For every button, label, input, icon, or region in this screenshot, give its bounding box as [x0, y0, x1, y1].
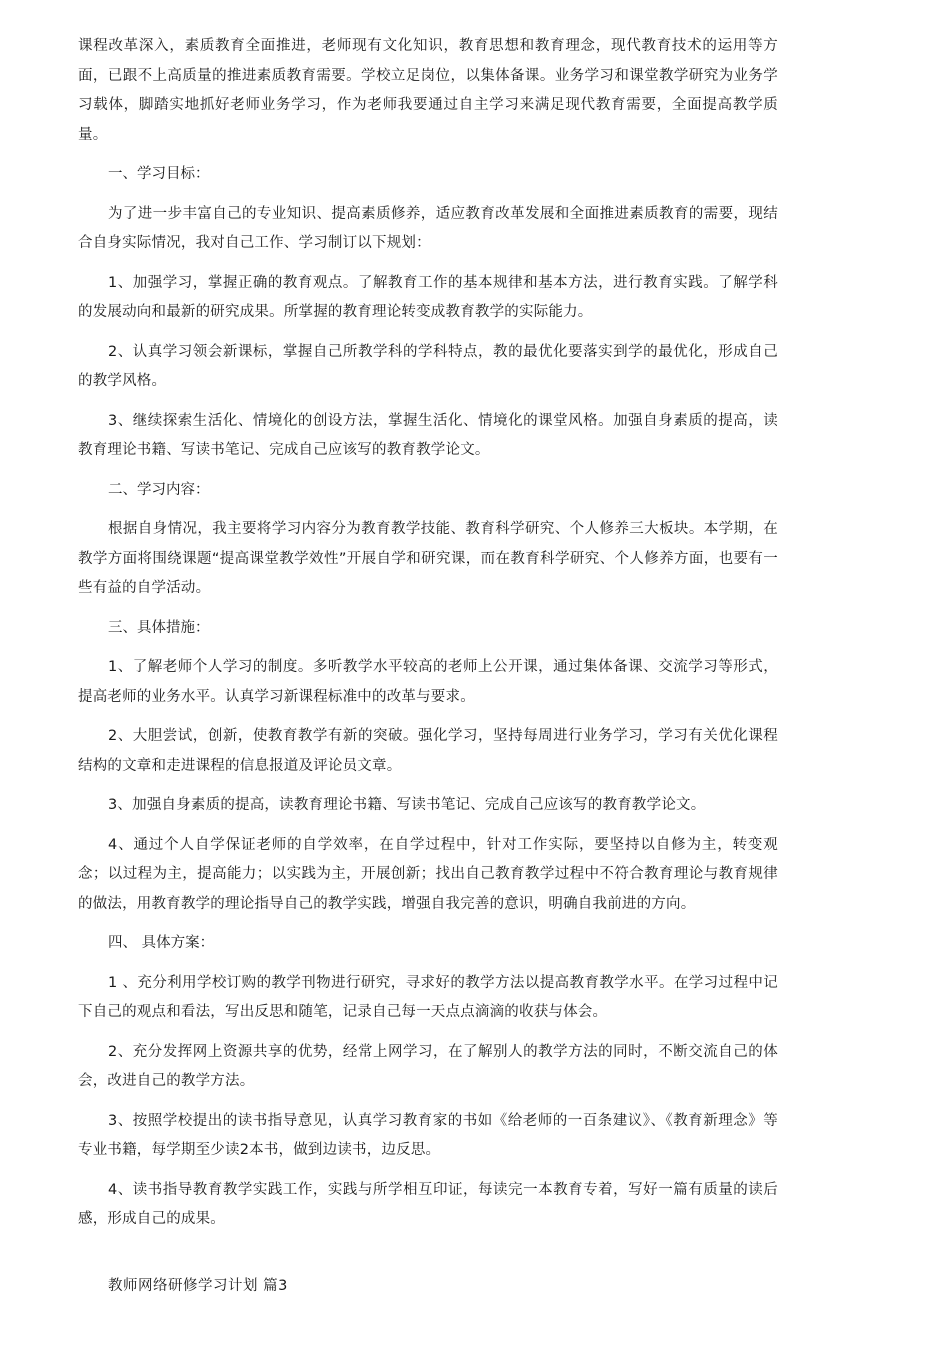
paragraph-goals-intro: 为了进一步丰富自己的专业知识、提高素质修养，适应教育改革发展和全面推进素质教育的需要，现结合自身实际情况，我对自己工作、学习制订以下规划： — [78, 205, 778, 251]
paragraph-measure-3: 3、加强自身素质的提高，读教育理论书籍、写读书笔记、完成自己应该写的教育教学论文。 — [108, 797, 706, 813]
paragraph-plan-3: 3、按照学校提出的读书指导意见，认真学习教育家的书如《给老师的一百条建议》、《教育新理念》等专业书籍，每学期至少读2本书，做到边读书，边反思。 — [78, 1112, 778, 1158]
heading-learning-goals: 一、学习目标： — [108, 166, 210, 182]
paragraph-goal-3: 3、继续探索生活化、情境化的创设方法，掌握生活化、情境化的课堂风格。加强自身素质的提高，读教育理论书籍、写读书笔记、完成自己应该写的教育教学论文。 — [78, 412, 778, 458]
paragraph-goal-2: 2、认真学习领会新课标，掌握自己所教学科的学科特点，教的最优化要落实到学的最优化，形成自己的教学风格。 — [78, 343, 778, 389]
section-title: 教师网络研修学习计划 篇3 — [108, 1278, 288, 1294]
paragraph-plan-4: 4、读书指导教育教学实践工作，实践与所学相互印证，每读完一本教育专着，写好一篇有质量的读后感，形成自己的成果。 — [78, 1181, 778, 1227]
heading-plan: 四、 具体方案： — [108, 935, 215, 951]
heading-learning-content: 二、学习内容： — [108, 481, 210, 498]
paragraph-plan-1: 1 、充分利用学校订购的教学刊物进行研究，寻求好的教学方法以提高教育教学水平。在学习过程中记下自己的观点和看法，写出反思和随笔，记录自己每一天点点滴滴的收获与体会。 — [78, 974, 778, 1020]
paragraph-measure-1: 1、了解老师个人学习的制度。多听教学水平较高的老师上公开课，通过集体备课、交流学习等形式，提高老师的业务水平。认真学习新课程标准中的改革与要求。 — [78, 659, 778, 705]
paragraph-goal-1: 1、加强学习，掌握正确的教育观点。了解教育工作的基本规律和基本方法，进行教育实践。了解学科的发展动向和最新的研究成果。所掌握的教育理论转变成教育教学的实际能力。 — [78, 274, 778, 320]
document-body — [78, 32, 778, 1245]
paragraph-measure-4: 4、通过个人自学保证老师的自学效率，在自学过程中，针对工作实际，要坚持以自修为主，转变观念；以过程为主，提高能力；以实践为主，开展创新；找出自己教育教学过程中不符合教育理论与教育规律的做法，用教育教学的理论指导自己的教学实践，增强自我完善的意识，明确自我前进的方向。 — [78, 836, 778, 912]
paragraph-content: 根据自身情况，我主要将学习内容分为教育教学技能、教育科学研究、个人修养三大板块。本学期，在教学方面将围绕课题“提高课堂教学效性”开展自学和研究课，而在教育科学研究、个人修养方面，也要有一些有益的自学活动。 — [78, 521, 778, 596]
paragraph-measure-2: 2、大胆尝试，创新，使教育教学有新的突破。强化学习，坚持每周进行业务学习，学习有关优化课程结构的文章和走进课程的信息报道及评论员文章。 — [78, 728, 778, 774]
heading-measures: 三、具体措施： — [108, 619, 210, 636]
paragraph-intro: 课程改革深入，素质教育全面推进，老师现有文化知识，教育思想和教育理念，现代教育技术的运用等方面，已跟不上高质量的推进素质教育需要。学校立足岗位，以集体备课。业务学习和课堂教学研究为业务学习载体，脚踏实地抓好老师业务学习，作为老师我要通过自主学习来满足现代教育需要，全面提高教学质量。 — [78, 38, 778, 143]
paragraph-plan-2: 2、充分发挥网上资源共享的优势，经常上网学习，在了解别人的教学方法的同时，不断交流自己的体会，改进自己的教学方法。 — [78, 1043, 778, 1089]
